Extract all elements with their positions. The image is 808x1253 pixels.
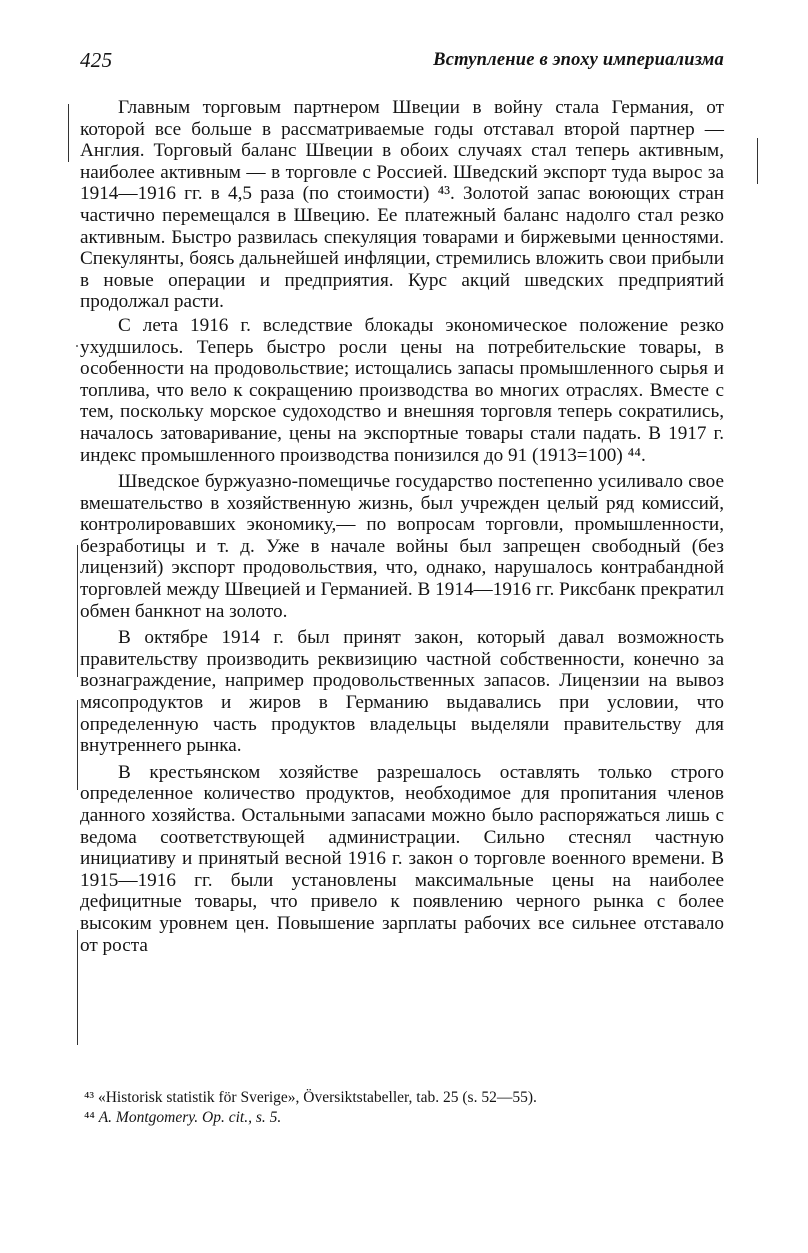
footnote-number: ⁴³ (84, 1089, 95, 1106)
running-head: Вступление в эпоху империализма (433, 50, 724, 70)
paragraph: В крестьянском хозяйстве разрешалось оставлять только строго определенное количество продуктов, необходимое для пропитания членов данного хозяйства. Остальными запасами можно было распоряжаться лишь с ведома соответствующей администрации. Сильно стеснял частную инициативу и принятый весной 1916 г. закон о торговле военного времени. В 1915—1916 гг. были установлены максимальные цены на наиболее дефицитные товары, что привело к появлению черного рынка с более высоким уровнем цен. Повышение зарплаты рабочих все сильнее отставало от роста (80, 761, 724, 956)
margin-line-mark (757, 138, 758, 184)
footnotes (80, 1088, 724, 1128)
margin-dot-mark (76, 345, 78, 347)
paragraph: В октябре 1914 г. был принят закон, который давал возможность правительству производить реквизицию частной собственности, конечно за вознаграждение, например продовольственных запасов. Лицензии на вывоз мясопродуктов и жиров в Германию выдавались при условии, что определенную часть продуктов владельцы выделяли правительству для внутреннего рынка. (80, 627, 724, 757)
margin-line-mark (77, 700, 78, 790)
margin-line-mark (77, 930, 78, 1045)
footnote-text: A. Montgomery. Op. cit., s. 5. (98, 1109, 282, 1126)
footnote-number: ⁴⁴ (84, 1109, 95, 1126)
paragraph: Шведское буржуазно-помещичье государство постепенно усиливало свое вмешательство в хозяйственную жизнь, был учрежден целый ряд комиссий, контролировавших экономику,— по вопросам торговли, промышленности, безработицы и т. д. Уже в начале войны был запрещен свободный (без лицензий) экспорт продовольствия, что, однако, нарушалось контрабандной торговлей между Швецией и Германией. В 1914—1916 гг. Риксбанк прекратил обмен банкнот на золото. (80, 471, 724, 622)
footnote-text: «Historisk statistik för Sverige», Översiktstabeller, tab. 25 (s. 52—55). (97, 1089, 537, 1106)
page-header (80, 48, 724, 78)
margin-line-mark (77, 545, 78, 677)
margin-bracket-mark (68, 104, 69, 162)
footnote (80, 1108, 724, 1128)
body-text (80, 97, 724, 958)
page-number: 425 (80, 48, 113, 72)
paragraph: Главным торговым партнером Швеции в войну стала Германия, от которой все больше в рассматриваемые годы отставал второй партнер — Англия. Торговый баланс Швеции в обоих случаях стал теперь активным, наиболее активным — в торговле с Россией. Шведский экспорт туда вырос за 1914—1916 гг. в 4,5 раза (по стоимости) ⁴³. Золотой запас воюющих стран частично перемещался в Швецию. Ее платежный баланс надолго стал резко активным. Быстро развилась спекуляция товарами и биржевыми ценностями. Спекулянты, боясь дальнейшей инфляции, стремились вложить свои прибыли в новые операции и предприятия. Курс акций шведских предприятий продолжал расти. (80, 97, 724, 313)
paragraph: С лета 1916 г. вследствие блокады экономическое положение резко ухудшилось. Теперь быстро росли цены на потребительские товары, в особенности на продовольствие; истощались запасы промышленного сырья и топлива, что вело к сокращению производства во многих отраслях. Вместе с тем, поскольку морское судоходство и внешняя торговля теперь сократились, началось затоваривание, цены на экспортные товары стали падать. В 1917 г. индекс промышленного производства понизился до 91 (1913=100) ⁴⁴. (80, 314, 724, 466)
footnote (80, 1088, 724, 1108)
